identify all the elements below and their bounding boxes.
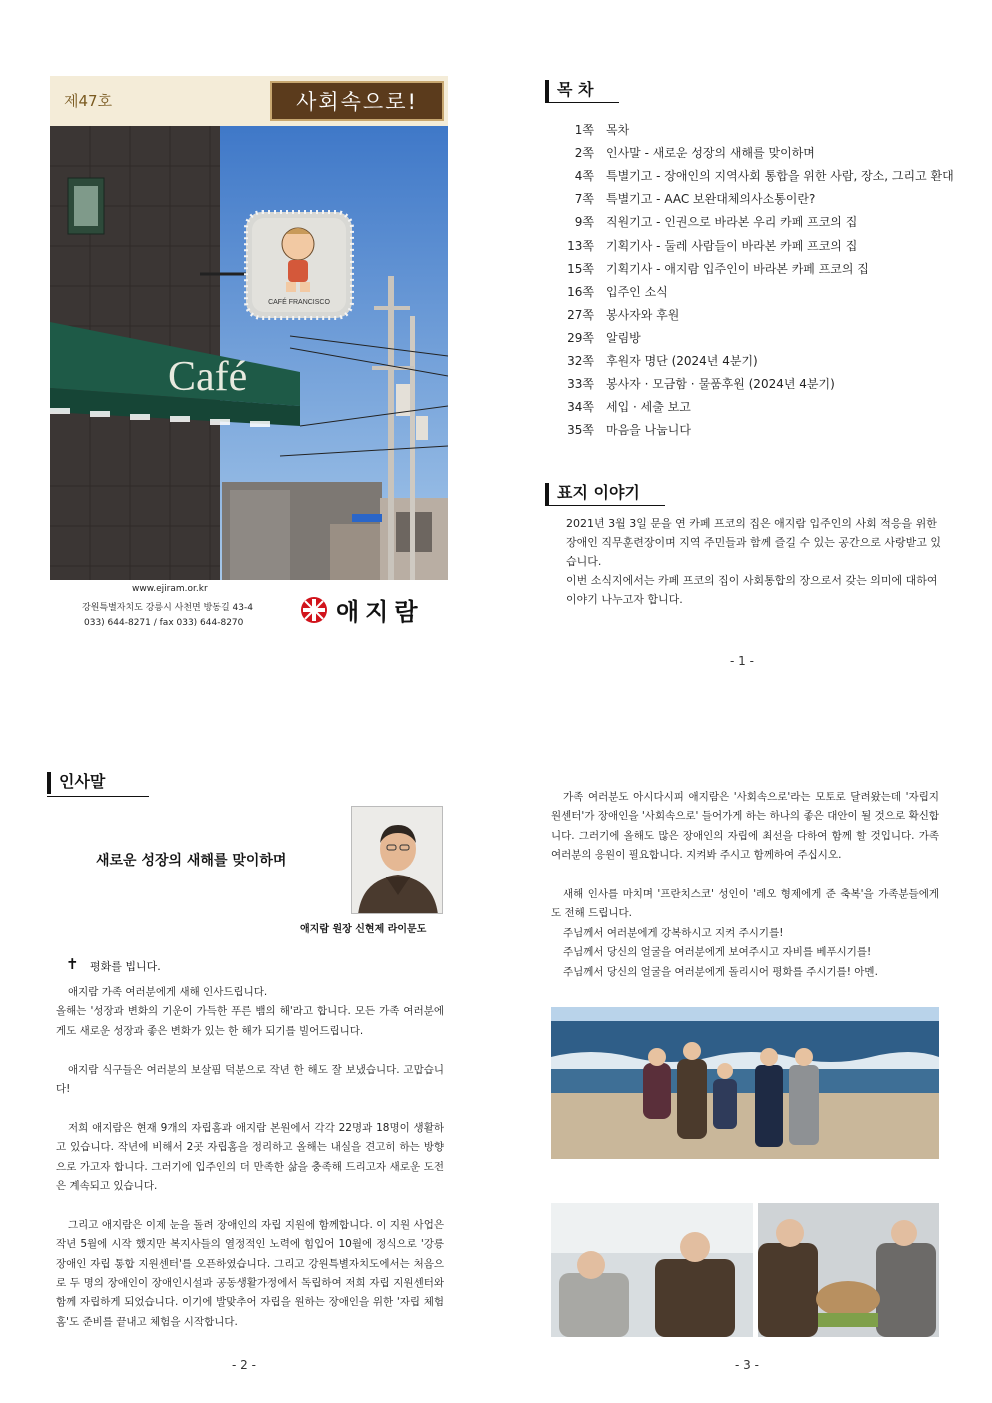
page3-paragraph: 가족 여러분도 아시다시피 애지람은 '사회속으로'라는 모토로 달려왔는데 '자립지원센터'가 장애인을 '사회속으로' 들어가게 하는 하나의 좋은 대안이 될 것으로 확신합니다. 그러기에 올해도 많은 장애인의 자립에 최선을 다하여 함께 할 것입니다. 가족 여러분의 응원이 필요합니다. 지켜봐 주시고 함께하여 주십시오.	[551, 791, 939, 862]
toc-title: 봉사자와 후원	[606, 307, 680, 322]
toc-page: 2쪽	[574, 146, 594, 161]
cafe-photo	[50, 126, 448, 580]
toc-page: 9쪽	[574, 215, 594, 230]
director-portrait	[351, 806, 443, 914]
phone: 033) 644-8271 / fax 033) 644-8270	[84, 618, 244, 628]
toc-item	[558, 372, 958, 395]
toc-page: 34쪽	[567, 400, 594, 415]
toc-title: 마음을 나눕니다	[606, 423, 691, 438]
sign-text: CAFÉ FRANCISCO	[268, 299, 330, 306]
toc-title: 세입 · 세출 보고	[606, 400, 691, 415]
greeting-author: 애지람 원장 신현제 라이문도	[300, 924, 427, 935]
blessing-line: 주님께서 여러분에게 강복하시고 지켜 주시기를!	[563, 926, 784, 939]
beach-group-photo	[551, 1007, 939, 1159]
page3-body	[551, 788, 939, 982]
toc-title: 특별기고 - 장애인의 지역사회 통합을 위한 사람, 장소, 그리고 환대	[606, 169, 954, 184]
toc-title: 입주인 소식	[606, 284, 668, 299]
greeting-paragraph: 올해는 '성장과 변화의 기운이 가득한 푸른 뱀의 해'라고 합니다. 모든 가족 여러분에게도 새로운 성장과 좋은 변화가 있는 한 해가 되기를 빌어드립니다.	[56, 1005, 444, 1037]
cover-photo	[50, 126, 448, 580]
toc-page: 7쪽	[574, 192, 594, 207]
greeting-paragraph: 애지람 가족 여러분에게 새해 인사드립니다.	[68, 986, 268, 998]
toc-page: 29쪽	[567, 330, 594, 345]
toc-title: 봉사자 · 모금함 · 물품후원 (2024년 4분기)	[606, 377, 835, 392]
issue-number: 제47호	[64, 92, 113, 110]
toc-item	[558, 395, 958, 418]
toc-title: 알림방	[606, 330, 641, 345]
toc-item	[558, 349, 958, 372]
greeting-underline	[47, 796, 149, 797]
toc-item	[558, 164, 958, 187]
photo-cake-celebration	[758, 1203, 939, 1337]
cover-story-p1: 2021년 3월 3일 문을 연 카페 프코의 집은 애지람 입주인의 사회 적응을 위한 장애인 직무훈련장이며 지역 주민들과 함께 즐길 수 있는 공간으로 사랑받고 있습니다.	[566, 517, 941, 568]
toc-page: 33쪽	[567, 377, 594, 392]
cover-story-text	[566, 514, 944, 609]
toc-item	[558, 257, 958, 280]
toc-item	[558, 141, 958, 164]
page-number: - 2 -	[232, 1358, 256, 1372]
toc-title: 기획기사 - 둘레 사람들이 바라본 카페 프코의 집	[606, 238, 858, 253]
toc-page: 32쪽	[567, 353, 594, 368]
cross-icon: ✝	[66, 955, 79, 973]
toc-title: 목차	[606, 123, 630, 138]
greeting-paragraph: 그리고 애지람은 이제 눈을 돌려 장애인의 자립 지원에 함께합니다. 이 지원 사업은 작년 5월에 시작 했지만 복지사들의 열정적인 노력에 힘입어 10월에 정식으로 '강릉 장애인 자립 통합 지원센터'를 오픈하였습니다. 그리고 강원특별자치도에서는 처음으로 두 명의 장애인이 장애인시설과 공동생활가정에서 독립하여 저희 자립 지원센터와 함께 자립하게 되었습니다. 이기에 발맞추어 자립을 원하는 장애인을 위한 '자립 체험홈'도 준비를 끝내고 체험을 시작합니다.	[56, 1218, 444, 1328]
cover-story-underline	[545, 505, 665, 506]
cover	[50, 76, 448, 636]
cover-story-p2: 이번 소식지에서는 카페 프코의 집이 사회통합의 장으로서 갖는 의미에 대하여 이야기 나누고자 합니다.	[566, 574, 938, 606]
toc-item	[558, 233, 958, 256]
photo-friars-seated	[551, 1203, 753, 1337]
greeting-paragraph: 저희 애지람은 현재 9개의 자립홈과 애지람 본원에서 각각 22명과 18명이 생활하고 있습니다. 작년에 비해서 2곳 자립홈을 정리하고 올해는 내실을 견고히 하는 방향으로 가고자 합니다. 그러기에 입주인의 더 만족한 삶을 충족해 드리고자 새로운 도전은 계속되고 있습니다.	[56, 1121, 444, 1193]
toc-item	[558, 210, 958, 233]
toc-title: 인사말 - 새로운 성장의 새해를 맞이하며	[606, 146, 815, 161]
toc-page: 1쪽	[574, 123, 594, 138]
cover-story-heading: 표지 이야기	[545, 483, 640, 505]
ejiram-logo-icon	[300, 596, 328, 624]
toc-item	[558, 118, 958, 141]
greeting-paragraph: 애지람 식구들은 여러분의 보살핌 덕분으로 작년 한 해도 잘 보냈습니다. 고맙습니다!	[56, 1063, 444, 1096]
toc-heading: 목 차	[545, 80, 593, 102]
toc-title: 후원자 명단 (2024년 4분기)	[606, 353, 758, 368]
masthead: 사회속으로!	[270, 81, 444, 121]
toc-underline	[545, 102, 619, 103]
address: 강원특별자치도 강릉시 사천면 방동길 43-4	[82, 603, 253, 613]
greeting-title: 새로운 성장의 새해를 맞이하며	[96, 853, 287, 869]
website: www.ejiram.or.kr	[132, 584, 208, 594]
toc-item	[558, 326, 958, 349]
toc-page: 27쪽	[567, 307, 594, 322]
awning-text: Café	[168, 354, 248, 400]
greeting-heading: 인사말	[47, 772, 105, 794]
toc-item	[558, 187, 958, 210]
toc-page: 15쪽	[567, 261, 594, 276]
toc-item	[558, 418, 958, 441]
toc-page: 4쪽	[574, 169, 594, 184]
blessing-line: 주님께서 당신의 얼굴을 여러분에게 보여주시고 자비를 베푸시기를!	[563, 946, 872, 959]
cover-footer	[50, 582, 448, 636]
toc-title: 특별기고 - AAC 보완대체의사소통이란?	[606, 192, 816, 207]
toc-title: 기획기사 - 애지람 입주인이 바라본 카페 프코의 집	[606, 261, 869, 276]
page3-paragraph: 새해 인사를 마치며 '프란치스코' 성인이 '레오 형제에게 준 축복'을 가족분들에게도 전해 드립니다.	[551, 888, 939, 920]
toc-page: 35쪽	[567, 423, 594, 438]
toc-item	[558, 280, 958, 303]
peace-greeting: 평화를 빕니다.	[90, 960, 161, 973]
toc-page: 13쪽	[567, 238, 594, 253]
toc-page: 16쪽	[567, 284, 594, 299]
page-number: - 1 -	[730, 654, 754, 668]
toc-item	[558, 303, 958, 326]
toc-title: 직원기고 - 인권으로 바라본 우리 카페 프코의 집	[606, 215, 858, 230]
cover-header	[50, 76, 448, 126]
page-number: - 3 -	[735, 1358, 759, 1372]
greeting-body	[56, 983, 444, 1332]
logo-text: 애지람	[336, 598, 424, 626]
blessing-line: 주님께서 당신의 얼굴을 여러분에게 돌리시어 평화를 주시기를! 아멘.	[563, 965, 878, 978]
table-of-contents	[558, 118, 958, 441]
